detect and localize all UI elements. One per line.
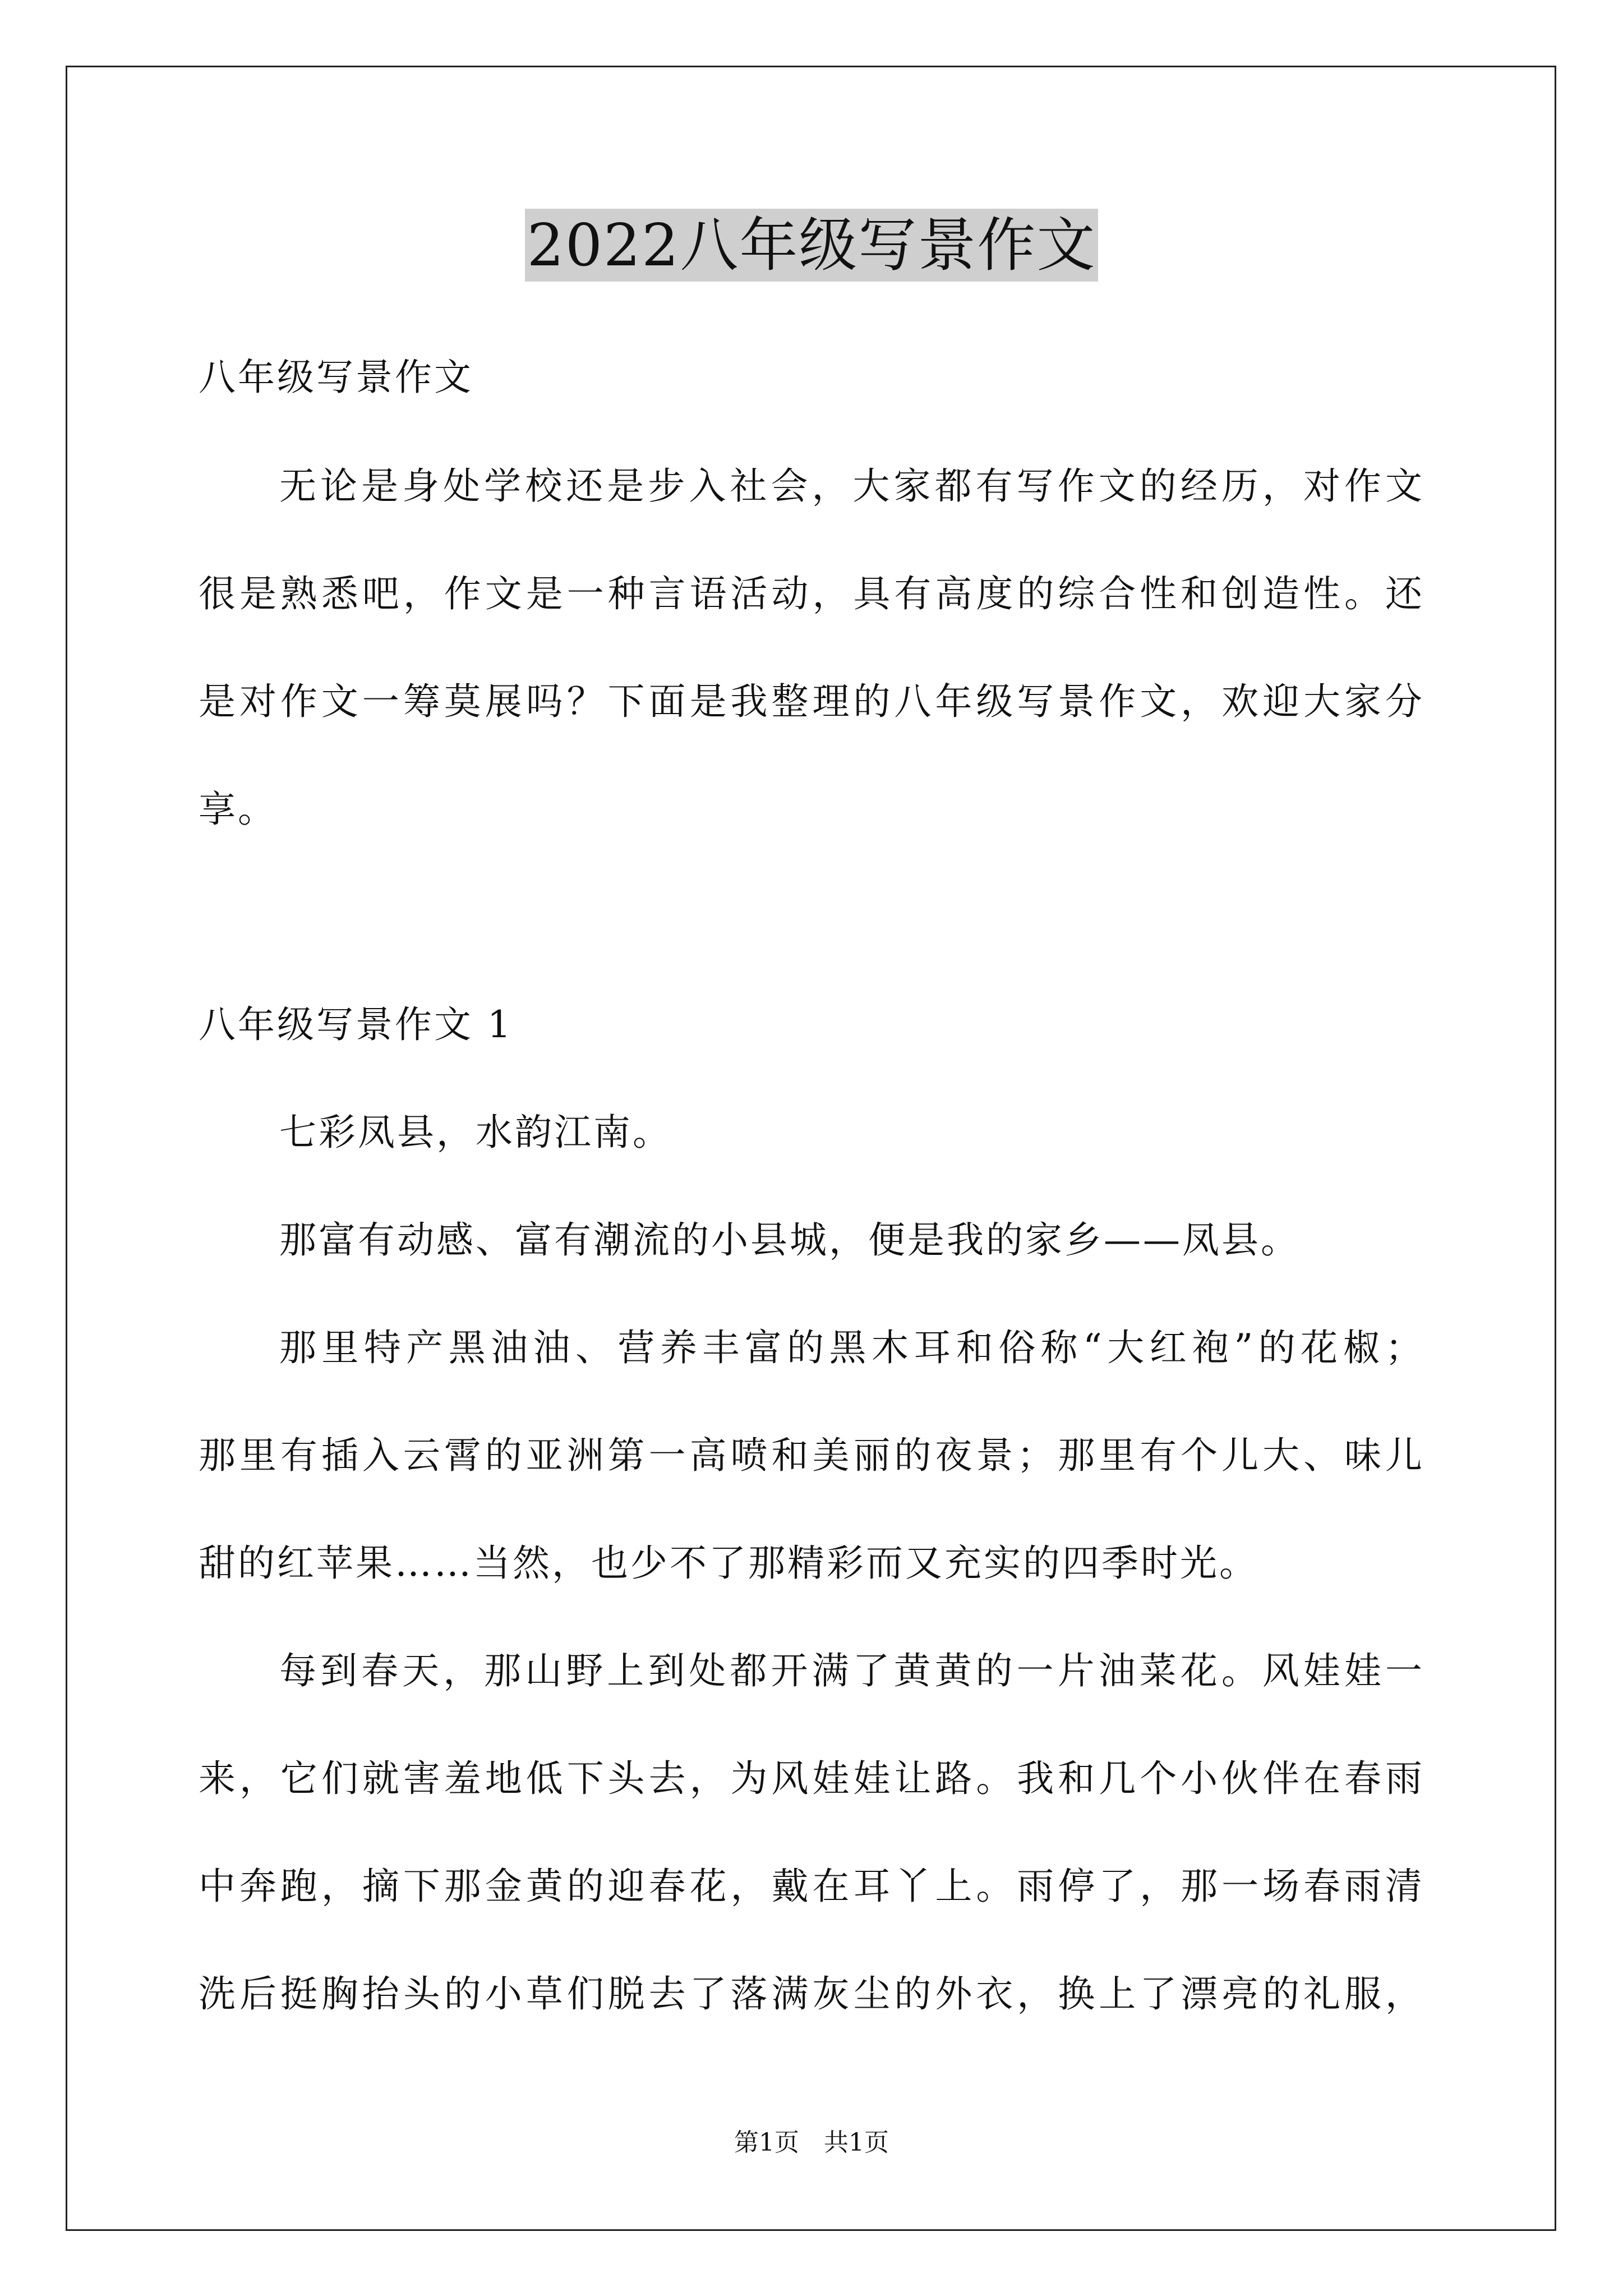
essay-line-7: 来，它们就害羞地低下头去，为风娃娃让路。我和几个小伙伴在春雨 [199, 1757, 1424, 1800]
intro-line-1: 无论是身处学校还是步入社会，大家都有写作文的经历，对作文 [279, 464, 1424, 508]
essay-line-9: 洗后挺胸抬头的小草们脱去了落满灰尘的外衣，换上了漂亮的礼服， [199, 1972, 1424, 2016]
document-title: 2022八年级写景作文 [525, 209, 1099, 282]
essay-line-4: 那里有插入云霄的亚洲第一高喷和美丽的夜景；那里有个儿大、味儿 [199, 1434, 1424, 1477]
intro-line-3: 是对作文一筹莫展吗？下面是我整理的八年级写景作文，欢迎大家分 [199, 680, 1424, 723]
title-container [199, 209, 1424, 282]
essay-line-2: 那富有动感、富有潮流的小县城，便是我的家乡——凤县。 [279, 1218, 1300, 1262]
essay-line-8: 中奔跑，摘下那金黄的迎春花，戴在耳丫上。雨停了，那一场春雨清 [199, 1865, 1424, 1908]
page-number-footer: 第1页 共1页 [734, 2128, 889, 2157]
essay-line-5: 甜的红苹果……当然，也少不了那精彩而又充实的四季时光。 [199, 1542, 1258, 1585]
essay-heading: 八年级写景作文 1 [199, 1003, 513, 1046]
essay-line-6: 每到春天，那山野上到处都开满了黄黄的一片油菜花。风娃娃一 [279, 1649, 1424, 1692]
essay-line-3: 那里特产黑油油、营养丰富的黑木耳和俗称“大红袍”的花椒； [279, 1326, 1424, 1369]
essay-line-1: 七彩凤县，水韵江南。 [279, 1111, 672, 1154]
section-heading: 八年级写景作文 [199, 356, 473, 399]
intro-line-2: 很是熟悉吧，作文是一种言语活动，具有高度的综合性和创造性。还 [199, 572, 1424, 615]
intro-line-4: 享。 [199, 788, 277, 831]
